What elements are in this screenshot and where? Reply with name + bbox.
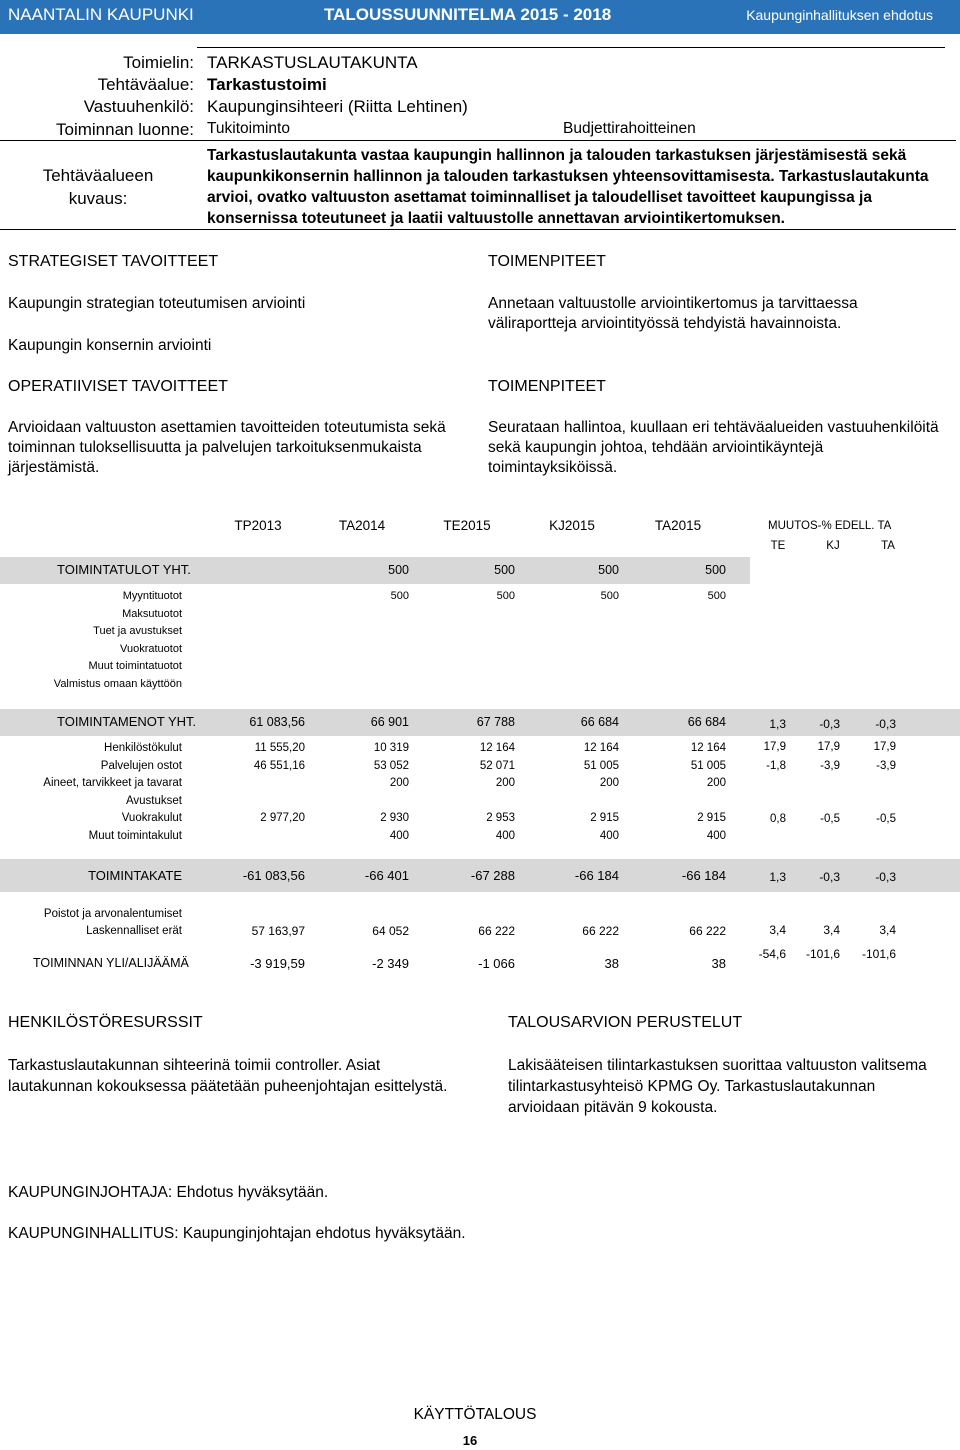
poistot-change: 3,4: [769, 923, 786, 937]
menot-change: 1,3: [769, 717, 786, 731]
tulot-sub-label: Tuet ja avustukset: [93, 625, 182, 638]
menot-sub-value: 400: [495, 830, 515, 842]
tulot-value: 500: [388, 563, 409, 577]
menot-sub-value: 200: [389, 777, 409, 790]
tulot-sub-label: Valmistus omaan käyttöön: [53, 678, 182, 690]
menot-sub-change: -3,9: [876, 760, 896, 772]
col-header-ta2014: TA2014: [338, 518, 386, 533]
poistot-value: 66 222: [478, 924, 515, 938]
menot-sub-value: 200: [599, 777, 619, 790]
header-right: Kaupunginhallituksen ehdotus: [746, 7, 933, 23]
katte-change: -0,3: [875, 870, 896, 884]
menot-sub-change: -0,5: [820, 813, 840, 825]
luonne-value: Tukitoiminto: [207, 120, 290, 137]
change-col-kj: KJ: [826, 540, 840, 552]
menot-value: 66 684: [580, 715, 619, 729]
poistot-value: 57 163,97: [251, 924, 305, 938]
yli-change: -54,6: [758, 947, 786, 961]
info-top-rule: [197, 47, 945, 48]
tulot-sub-value: 500: [600, 590, 619, 602]
poistot-value: 64 052: [372, 924, 409, 938]
katte-label: TOIMINTAKATE: [88, 868, 182, 883]
vastuuhenkilo-label: Vastuuhenkilö:: [83, 97, 194, 116]
menot-sub-value: 51 005: [690, 759, 726, 772]
menot-value: 61 083,56: [249, 715, 305, 729]
katte-value: -61 083,56: [242, 868, 305, 883]
toimielin-value: TARKASTUSLAUTAKUNTA: [207, 53, 418, 72]
luonne-rule: [0, 140, 956, 141]
measures-title-2: TOIMENPITEET: [488, 378, 606, 395]
tulot-sub-value: 500: [707, 590, 726, 602]
menot-sub-value: 200: [495, 777, 515, 790]
tulot-value: 500: [598, 563, 619, 577]
col-header-te2015: TE2015: [443, 518, 491, 533]
change-col-ta: TA: [881, 540, 895, 552]
menot-sub-change: 17,9: [873, 741, 896, 753]
menot-sub-value: 400: [706, 830, 726, 842]
toimielin-label: Toimielin:: [123, 53, 194, 72]
change-col-te: TE: [770, 540, 786, 552]
page-number: 16: [462, 1433, 478, 1448]
menot-sub-label: Muut toimintakulut: [88, 830, 182, 842]
footer-section: KÄYTTÖTALOUS: [413, 1406, 537, 1423]
tehtavaalue-value: Tarkastustoimi: [207, 75, 327, 94]
poistot-value: 66 222: [689, 924, 726, 938]
tulot-sub-value: 500: [390, 590, 409, 602]
menot-sub-value: 46 551,16: [253, 759, 305, 772]
menot-sub-label: Palvelujen ostot: [100, 759, 182, 772]
yli-value: 38: [711, 956, 726, 971]
yli-value: 38: [604, 956, 619, 971]
kuvaus-label: [0, 164, 196, 210]
operative-text: Arvioidaan valtuuston asettamien tavoitteiden toteutumista sekä toiminnan tuloksellisuutta ja palvelujen tarkoituksenmukaista järjestämistä.: [8, 419, 446, 476]
poistot-label-1: Poistot ja arvonalentumiset: [43, 908, 182, 920]
katte-change: 1,3: [769, 870, 786, 884]
katte-value: -66 184: [574, 868, 619, 883]
strategic-title: STRATEGISET TAVOITTEET: [8, 253, 219, 270]
vastuuhenkilo-value: Kaupunginsihteeri (Riitta Lehtinen): [207, 97, 468, 116]
tulot-sub-label: Vuokratuotot: [120, 642, 182, 655]
menot-value: 66 901: [370, 715, 409, 729]
yli-value: -3 919,59: [250, 956, 305, 971]
menot-sub-value: 2 915: [590, 812, 619, 825]
strategic-item-1: Kaupungin strategian toteutumisen arviointi: [8, 295, 306, 312]
menot-sub-change: -3,9: [820, 760, 840, 772]
menot-sub-change: -0,5: [876, 813, 896, 825]
menot-sub-value: 12 164: [479, 742, 515, 754]
measures-text-1: Annetaan valtuustolle arviointikertomus ja tarvittaessa väliraportteja arviointityössä tehdyistä havainnoista.: [488, 295, 858, 332]
tulot-sub-label: Myyntituotot: [122, 590, 182, 602]
katte-value: -66 184: [681, 868, 726, 883]
poistot-label-2: Laskennalliset erät: [86, 925, 182, 937]
menot-sub-value: 2 977,20: [260, 812, 305, 825]
kuvaus-label-1: Tehtäväalueen: [42, 166, 154, 185]
yli-value: -2 349: [372, 956, 409, 971]
menot-sub-label: Henkilöstökulut: [104, 742, 182, 754]
yli-change: -101,6: [805, 947, 840, 961]
info-bottom-rule: [0, 229, 956, 230]
menot-sub-value: 52 071: [479, 759, 515, 772]
menot-sub-value: 200: [706, 777, 726, 790]
menot-sub-change: -1,8: [766, 760, 786, 772]
menot-value: 67 788: [476, 715, 515, 729]
menot-sub-change: 17,9: [817, 741, 840, 753]
tulot-sub-label: Maksutuotot: [122, 607, 182, 620]
menot-sub-value: 11 555,20: [254, 742, 305, 754]
col-header-tp2013: TP2013: [234, 518, 282, 533]
mayor-decision: KAUPUNGINJOHTAJA: Ehdotus hyväksytään.: [8, 1184, 329, 1201]
kuvaus-text: Tarkastuslautakunta vastaa kaupungin hallinnon ja talouden tarkastuksen järjestämisestä sekä kaupunkikonsernin hallinnon ja talouden tarkastuksen yhteensovittamisesta. Tarkastuslautakunta arvioi, ovatko valtuuston asettamat toiminnalliset ja taloudelliset tavoitteet kaupungissa ja konsernissa toteutuneet ja laatii valtuustolle annettavan arviointikertomuksen.: [207, 147, 929, 227]
budget-title: TALOUSARVION PERUSTELUT: [508, 1014, 743, 1031]
tulot-sub-value: 500: [496, 590, 515, 602]
hr-title: HENKILÖSTÖRESURSSIT: [8, 1014, 203, 1031]
poistot-value: 66 222: [582, 924, 619, 938]
menot-sub-label: Aineet, tarvikkeet ja tavarat: [43, 777, 182, 790]
menot-value: 66 684: [687, 715, 726, 729]
col-header-kj2015: KJ2015: [549, 518, 595, 533]
tulot-value: 500: [494, 563, 515, 577]
menot-sub-value: 12 164: [690, 742, 726, 754]
header-center: TALOUSSUUNNITELMA 2015 - 2018: [324, 5, 612, 24]
yli-label: TOIMINNAN YLI/ALIJÄÄMÄ: [33, 956, 189, 970]
menot-change: -0,3: [819, 717, 840, 731]
menot-sub-value: 51 005: [583, 759, 619, 772]
budjetti-text: Budjettirahoitteinen: [563, 120, 696, 137]
tehtavaalue-label: Tehtäväalue:: [97, 75, 194, 94]
kuvaus-label-2: kuvaus:: [68, 189, 128, 208]
poistot-change: 3,4: [879, 923, 896, 937]
menot-sub-value: 53 052: [373, 759, 409, 772]
col-header-ta2015: TA2015: [654, 518, 702, 533]
katte-change: -0,3: [819, 870, 840, 884]
menot-sub-value: 10 319: [373, 742, 409, 754]
menot-sub-value: 2 915: [697, 812, 726, 825]
tulot-sub-label: Muut toimintatuotot: [88, 660, 182, 673]
header-bar: [0, 0, 960, 34]
menot-sub-value: 400: [599, 830, 619, 842]
menot-sub-value: 400: [389, 830, 409, 842]
poistot-change: 3,4: [823, 923, 840, 937]
measures-title-1: TOIMENPITEET: [488, 253, 606, 270]
katte-value: -66 401: [364, 868, 409, 883]
yli-change: -101,6: [861, 947, 896, 961]
strategic-item-2: Kaupungin konsernin arviointi: [8, 337, 212, 354]
menot-sub-value: 12 164: [583, 742, 619, 754]
tulot-value: 500: [705, 563, 726, 577]
measures-text-2: Seurataan hallintoa, kuullaan eri tehtäväalueiden vastuuhenkilöitä sekä kaupungin johtoa, tehdään arviointikäyntejä toimintayksiköissä.: [488, 419, 939, 476]
hr-text: Tarkastuslautakunnan sihteerinä toimii controller. Asiat lautakunnan kokouksessa päätetään puheenjohtajan esittelystä.: [8, 1057, 448, 1095]
tulot-label: TOIMINTATULOT YHT.: [57, 562, 191, 577]
menot-sub-label: Avustukset: [125, 794, 182, 807]
menot-label: TOIMINTAMENOT YHT.: [57, 714, 197, 729]
katte-value: -67 288: [470, 868, 515, 883]
menot-sub-change: 17,9: [763, 741, 786, 753]
change-header: MUUTOS-% EDELL. TA: [768, 520, 892, 532]
header-left: NAANTALIN KAUPUNKI: [8, 5, 194, 24]
operative-title: OPERATIIVISET TAVOITTEET: [8, 378, 228, 395]
menot-sub-value: 2 953: [486, 812, 515, 825]
luonne-label: Toiminnan luonne:: [56, 120, 194, 139]
menot-change: -0,3: [875, 717, 896, 731]
yli-value: -1 066: [478, 956, 515, 971]
budget-text: Lakisääteisen tilintarkastuksen suorittaa valtuuston valitsema tilintarkastusyhteisö KPMG Oy. Tarkastuslautakunnan arvioidaan pitävän 9 kokousta.: [508, 1057, 927, 1116]
menot-sub-value: 2 930: [380, 812, 409, 825]
menot-sub-label: Vuokrakulut: [121, 812, 182, 825]
menot-sub-change: 0,8: [770, 813, 786, 825]
board-decision: KAUPUNGINHALLITUS: Kaupunginjohtajan ehdotus hyväksytään.: [8, 1225, 466, 1242]
